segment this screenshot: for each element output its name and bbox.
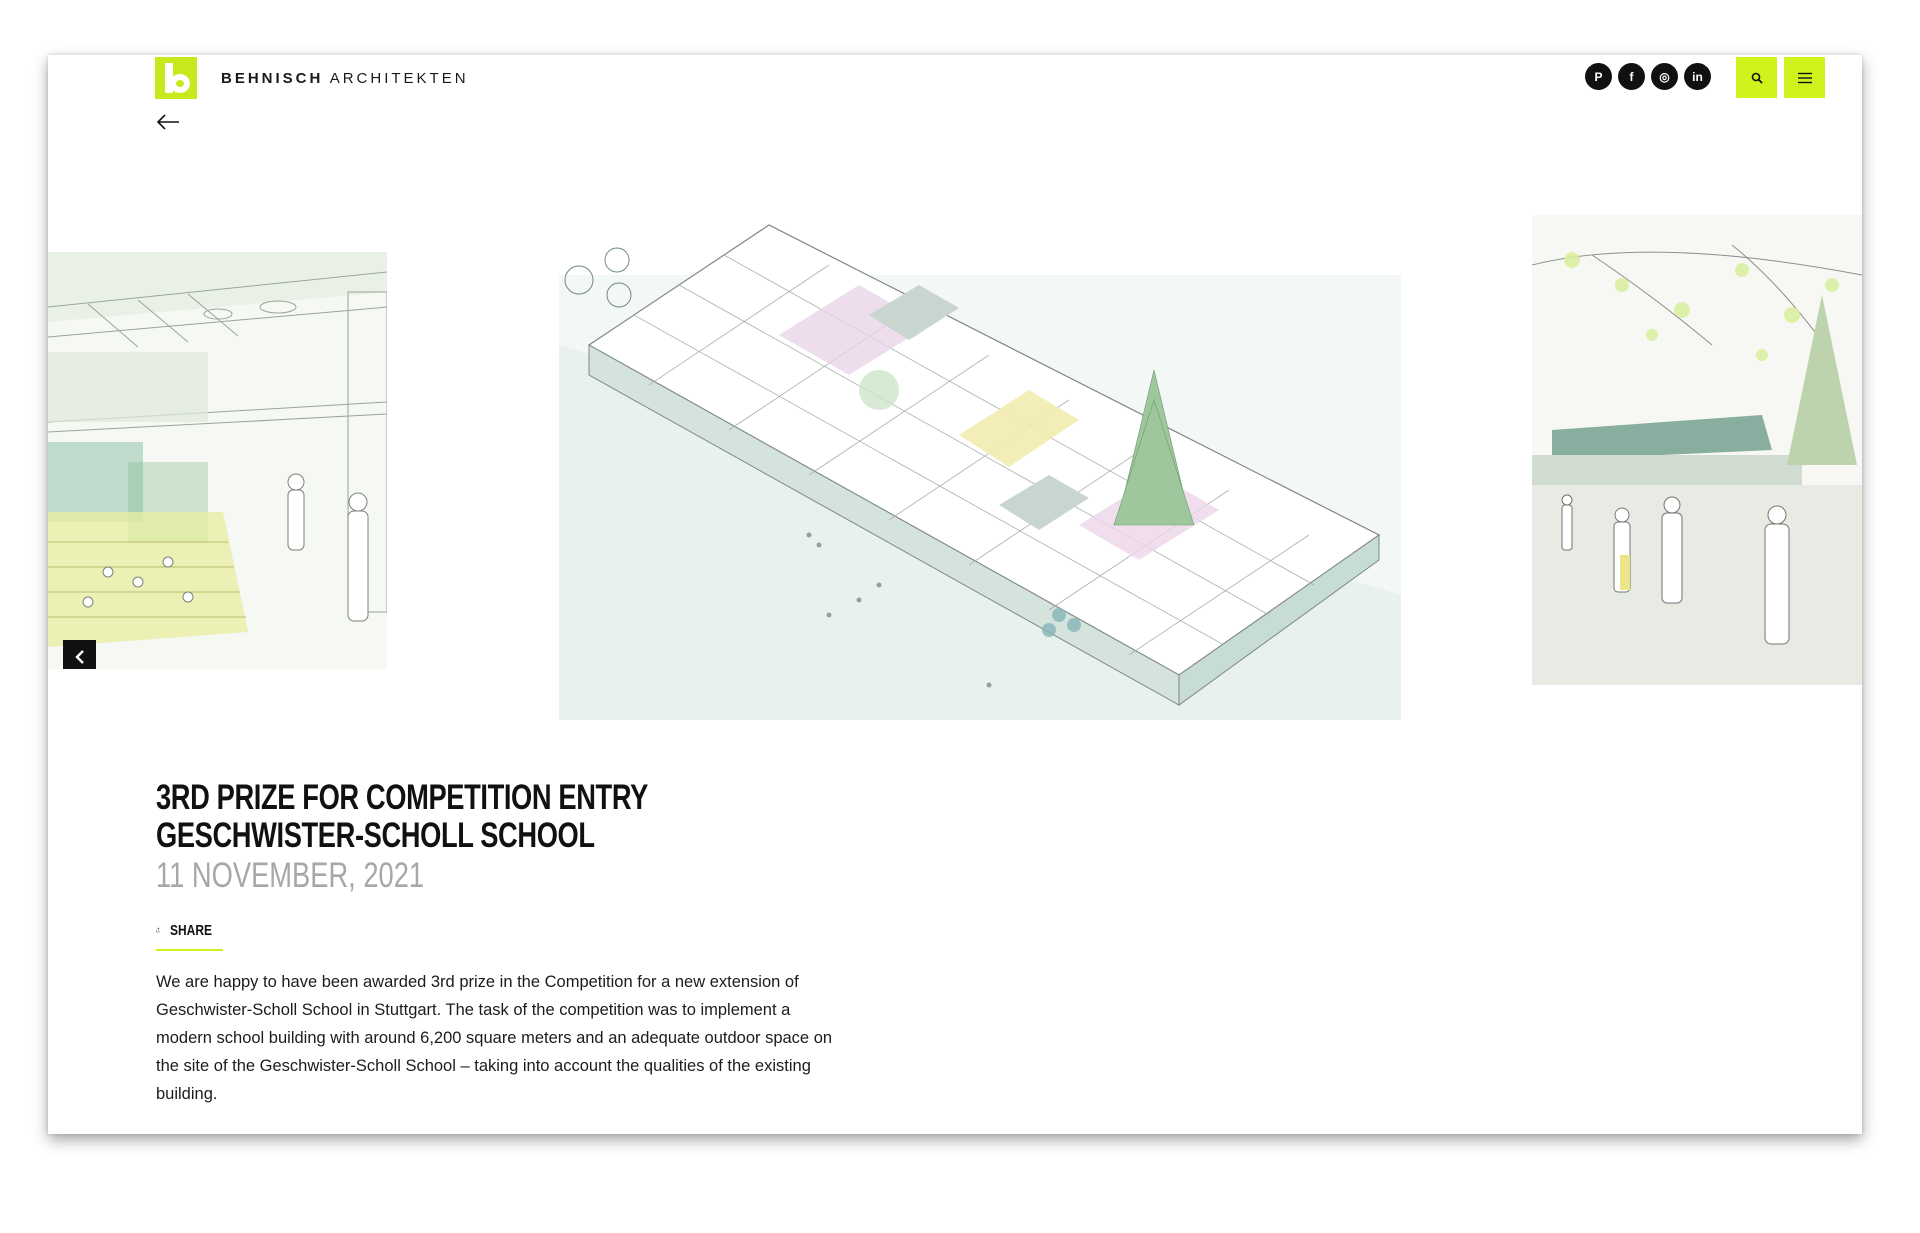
menu-button[interactable]	[1784, 57, 1825, 98]
share-icon	[156, 921, 160, 939]
brand-name[interactable]	[221, 70, 469, 87]
brand-name-rest: ARCHITEKTEN	[329, 70, 469, 87]
article-title: 3RD PRIZE FOR COMPETITION ENTRY GESCHWISTER-SCHOLL SCHOOL	[156, 778, 648, 855]
share-button[interactable]	[156, 919, 223, 951]
linkedin-icon[interactable]: in	[1684, 63, 1711, 90]
chevron-left-icon	[74, 649, 86, 665]
exterior-sketch	[1532, 215, 1862, 685]
instagram-icon[interactable]: ◎	[1651, 63, 1678, 90]
carousel-prev-button[interactable]	[63, 640, 96, 669]
article-date: 11 NOVEMBER, 2021	[156, 856, 425, 895]
interior-sketch	[48, 252, 387, 669]
carousel-image-axonometric[interactable]	[559, 205, 1401, 720]
search-icon	[1751, 72, 1763, 84]
axonometric-sketch	[559, 205, 1401, 720]
article-body: We are happy to have been awarded 3rd prize in the Competition for a new extension of Geschwister-Scholl School in Stuttgart. The task of the competition was to implement a modern school building with around 6,200 square meters and an adequate outdoor space on the site of the Geschwister-Scholl School – taking into account the qualities of the existing building.	[156, 973, 833, 1103]
social-links	[1585, 63, 1711, 90]
hamburger-icon	[1797, 72, 1813, 84]
brand-name-bold: BEHNISCH	[221, 70, 324, 87]
search-button[interactable]	[1736, 57, 1777, 98]
back-arrow-icon[interactable]	[156, 113, 180, 131]
share-label: SHARE	[170, 922, 213, 939]
facebook-icon[interactable]: f	[1618, 63, 1645, 90]
browser-page	[48, 55, 1862, 1134]
pinterest-icon[interactable]: P	[1585, 63, 1612, 90]
carousel-image-interior[interactable]	[48, 252, 387, 669]
carousel-image-exterior[interactable]	[1532, 215, 1862, 685]
behnisch-logo[interactable]	[155, 57, 197, 99]
